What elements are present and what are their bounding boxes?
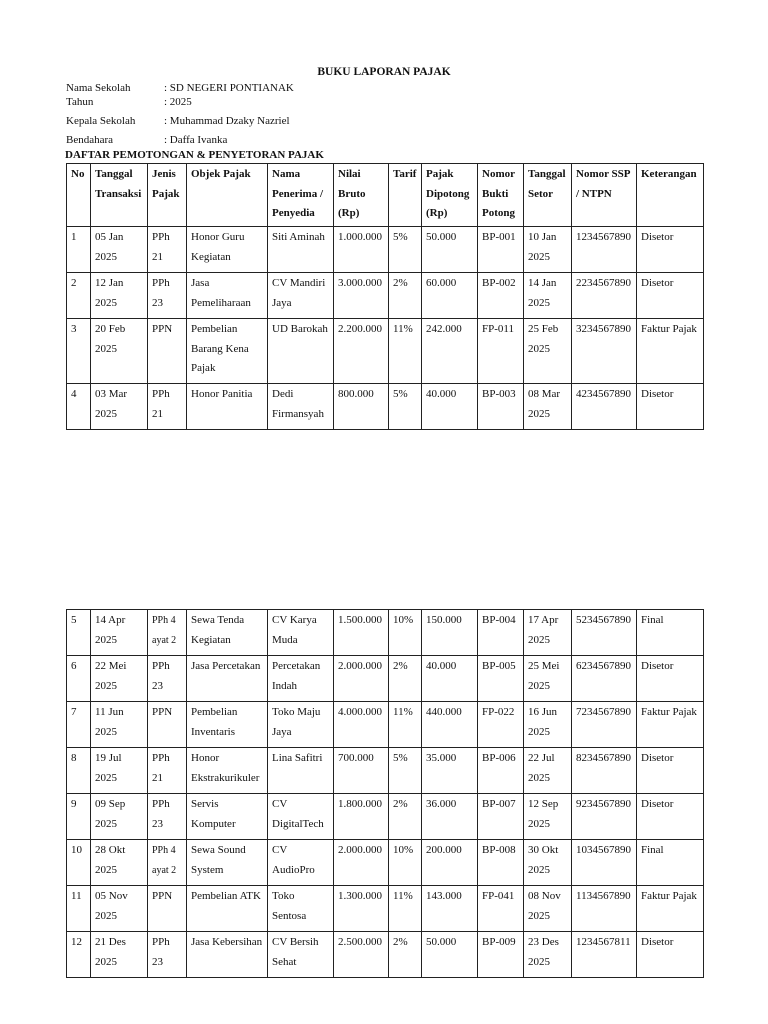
cell-nomor-ssp: 3234567890 bbox=[572, 319, 637, 384]
cell-nama-penerima: Toko Sentosa bbox=[268, 886, 334, 932]
cell-tarif: 2% bbox=[389, 932, 422, 978]
cell-pajak-dipotong: 440.000 bbox=[422, 702, 478, 748]
cell-keterangan: Faktur Pajak bbox=[637, 319, 704, 384]
cell-tanggal-transaksi: 05 Jan 2025 bbox=[91, 227, 148, 273]
cell-objek-pajak: Sewa Sound System bbox=[187, 840, 268, 886]
cell-nomor-ssp: 1234567811 bbox=[572, 932, 637, 978]
cell-nilai-bruto: 2.200.000 bbox=[334, 319, 389, 384]
info-value: : SD NEGERI PONTIANAK bbox=[164, 82, 294, 94]
cell-tarif: 5% bbox=[389, 384, 422, 430]
cell-nama-penerima: CV AudioPro bbox=[268, 840, 334, 886]
table-row bbox=[67, 273, 704, 319]
cell-no: 6 bbox=[67, 656, 91, 702]
cell-jenis-pajak: PPh 21 bbox=[148, 227, 187, 273]
header-nomor-bukti: Nomor Bukti Potong bbox=[478, 164, 524, 227]
cell-nomor-bukti: BP-005 bbox=[478, 656, 524, 702]
cell-objek-pajak: Jasa Kebersihan bbox=[187, 932, 268, 978]
cell-pajak-dipotong: 200.000 bbox=[422, 840, 478, 886]
cell-no: 9 bbox=[67, 794, 91, 840]
cell-keterangan: Disetor bbox=[637, 748, 704, 794]
info-value: : 2025 bbox=[164, 96, 192, 108]
cell-nomor-bukti: BP-007 bbox=[478, 794, 524, 840]
cell-nomor-ssp: 4234567890 bbox=[572, 384, 637, 430]
cell-keterangan: Disetor bbox=[637, 384, 704, 430]
cell-nomor-ssp: 7234567890 bbox=[572, 702, 637, 748]
cell-objek-pajak: Pembelian Inventaris bbox=[187, 702, 268, 748]
cell-nomor-ssp: 1034567890 bbox=[572, 840, 637, 886]
cell-nilai-bruto: 1.000.000 bbox=[334, 227, 389, 273]
cell-tanggal-setor: 25 Mei 2025 bbox=[524, 656, 572, 702]
table-row bbox=[67, 840, 704, 886]
cell-nilai-bruto: 700.000 bbox=[334, 748, 389, 794]
cell-nama-penerima: Toko Maju Jaya bbox=[268, 702, 334, 748]
header-tanggal-transaksi: Tanggal Transaksi bbox=[91, 164, 148, 227]
cell-tanggal-setor: 12 Sep 2025 bbox=[524, 794, 572, 840]
cell-keterangan: Disetor bbox=[637, 932, 704, 978]
cell-objek-pajak: Servis Komputer bbox=[187, 794, 268, 840]
cell-tanggal-setor: 25 Feb 2025 bbox=[524, 319, 572, 384]
cell-tarif: 10% bbox=[389, 610, 422, 656]
cell-objek-pajak: Honor Ekstrakurikuler bbox=[187, 748, 268, 794]
cell-nomor-bukti: BP-008 bbox=[478, 840, 524, 886]
cell-tanggal-transaksi: 28 Okt 2025 bbox=[91, 840, 148, 886]
cell-keterangan: Disetor bbox=[637, 227, 704, 273]
cell-tarif: 11% bbox=[389, 886, 422, 932]
table-row bbox=[67, 319, 704, 384]
report-title: BUKU LAPORAN PAJAK bbox=[317, 66, 451, 78]
cell-objek-pajak: Sewa Tenda Kegiatan bbox=[187, 610, 268, 656]
cell-tanggal-transaksi: 22 Mei 2025 bbox=[91, 656, 148, 702]
info-value: : Muhammad Dzaky Nazriel bbox=[164, 115, 290, 127]
cell-tarif: 10% bbox=[389, 840, 422, 886]
cell-tanggal-setor: 17 Apr 2025 bbox=[524, 610, 572, 656]
cell-nama-penerima: Siti Aminah bbox=[268, 227, 334, 273]
info-school bbox=[66, 82, 294, 95]
cell-tanggal-setor: 10 Jan 2025 bbox=[524, 227, 572, 273]
cell-nama-penerima: CV DigitalTech bbox=[268, 794, 334, 840]
info-label: Kepala Sekolah bbox=[66, 115, 136, 127]
info-principal bbox=[66, 115, 290, 128]
info-label: Nama Sekolah bbox=[66, 82, 131, 94]
cell-jenis-pajak: PPN bbox=[148, 319, 187, 384]
cell-nomor-ssp: 8234567890 bbox=[572, 748, 637, 794]
cell-nilai-bruto: 2.500.000 bbox=[334, 932, 389, 978]
cell-pajak-dipotong: 50.000 bbox=[422, 227, 478, 273]
cell-tanggal-transaksi: 12 Jan 2025 bbox=[91, 273, 148, 319]
info-year bbox=[66, 96, 192, 109]
cell-nilai-bruto: 4.000.000 bbox=[334, 702, 389, 748]
table-row bbox=[67, 794, 704, 840]
cell-keterangan: Faktur Pajak bbox=[637, 886, 704, 932]
cell-pajak-dipotong: 40.000 bbox=[422, 384, 478, 430]
header-pajak-dipotong: Pajak Dipotong (Rp) bbox=[422, 164, 478, 227]
header-nama-penerima: Nama Penerima / Penyedia bbox=[268, 164, 334, 227]
cell-no: 7 bbox=[67, 702, 91, 748]
cell-nama-penerima: Percetakan Indah bbox=[268, 656, 334, 702]
cell-tarif: 5% bbox=[389, 227, 422, 273]
header-nomor-ssp: Nomor SSP / NTPN bbox=[572, 164, 637, 227]
cell-pajak-dipotong: 242.000 bbox=[422, 319, 478, 384]
cell-nomor-ssp: 1134567890 bbox=[572, 886, 637, 932]
cell-pajak-dipotong: 40.000 bbox=[422, 656, 478, 702]
cell-tanggal-setor: 08 Mar 2025 bbox=[524, 384, 572, 430]
cell-nomor-bukti: BP-006 bbox=[478, 748, 524, 794]
table-row bbox=[67, 656, 704, 702]
cell-tarif: 2% bbox=[389, 273, 422, 319]
cell-nomor-bukti: BP-004 bbox=[478, 610, 524, 656]
header-objek-pajak: Objek Pajak bbox=[187, 164, 268, 227]
cell-jenis-pajak: PPh 21 bbox=[148, 384, 187, 430]
cell-objek-pajak: Honor Guru Kegiatan bbox=[187, 227, 268, 273]
cell-nomor-bukti: BP-001 bbox=[478, 227, 524, 273]
cell-pajak-dipotong: 35.000 bbox=[422, 748, 478, 794]
info-label: Tahun bbox=[66, 96, 94, 108]
table-row bbox=[67, 748, 704, 794]
header-no: No bbox=[67, 164, 91, 227]
table-row bbox=[67, 227, 704, 273]
table-row bbox=[67, 702, 704, 748]
cell-nomor-ssp: 1234567890 bbox=[572, 227, 637, 273]
cell-tanggal-setor: 30 Okt 2025 bbox=[524, 840, 572, 886]
cell-nilai-bruto: 2.000.000 bbox=[334, 656, 389, 702]
info-treasurer bbox=[66, 134, 227, 147]
cell-objek-pajak: Pembelian Barang Kena Pajak bbox=[187, 319, 268, 384]
cell-no: 12 bbox=[67, 932, 91, 978]
cell-nama-penerima: Dedi Firmansyah bbox=[268, 384, 334, 430]
cell-pajak-dipotong: 150.000 bbox=[422, 610, 478, 656]
table-header-row bbox=[67, 164, 704, 227]
cell-jenis-pajak: PPN bbox=[148, 702, 187, 748]
cell-nama-penerima: CV Bersih Sehat bbox=[268, 932, 334, 978]
cell-pajak-dipotong: 60.000 bbox=[422, 273, 478, 319]
table-row bbox=[67, 886, 704, 932]
cell-nama-penerima: CV Mandiri Jaya bbox=[268, 273, 334, 319]
cell-tarif: 11% bbox=[389, 702, 422, 748]
cell-nomor-ssp: 2234567890 bbox=[572, 273, 637, 319]
cell-jenis-pajak: PPh 23 bbox=[148, 273, 187, 319]
cell-jenis-pajak: PPh 23 bbox=[148, 656, 187, 702]
cell-tanggal-setor: 23 Des 2025 bbox=[524, 932, 572, 978]
cell-tanggal-transaksi: 14 Apr 2025 bbox=[91, 610, 148, 656]
table-row bbox=[67, 932, 704, 978]
cell-jenis-pajak: PPN bbox=[148, 886, 187, 932]
cell-nilai-bruto: 3.000.000 bbox=[334, 273, 389, 319]
header-jenis-pajak: Jenis Pajak bbox=[148, 164, 187, 227]
cell-tanggal-transaksi: 11 Jun 2025 bbox=[91, 702, 148, 748]
cell-nomor-bukti: BP-002 bbox=[478, 273, 524, 319]
table-row bbox=[67, 384, 704, 430]
cell-nomor-bukti: FP-022 bbox=[478, 702, 524, 748]
cell-keterangan: Disetor bbox=[637, 656, 704, 702]
cell-no: 8 bbox=[67, 748, 91, 794]
cell-tanggal-transaksi: 05 Nov 2025 bbox=[91, 886, 148, 932]
tax-table-page-1 bbox=[66, 163, 704, 430]
cell-nomor-ssp: 5234567890 bbox=[572, 610, 637, 656]
cell-nomor-ssp: 9234567890 bbox=[572, 794, 637, 840]
info-label: Bendahara bbox=[66, 134, 114, 146]
cell-tanggal-transaksi: 19 Jul 2025 bbox=[91, 748, 148, 794]
header-tarif: Tarif bbox=[389, 164, 422, 227]
cell-jenis-pajak: PPh 21 bbox=[148, 748, 187, 794]
cell-tarif: 2% bbox=[389, 794, 422, 840]
cell-tarif: 5% bbox=[389, 748, 422, 794]
cell-objek-pajak: Jasa Percetakan bbox=[187, 656, 268, 702]
tax-table-page-2 bbox=[66, 609, 704, 978]
cell-no: 10 bbox=[67, 840, 91, 886]
cell-pajak-dipotong: 50.000 bbox=[422, 932, 478, 978]
cell-keterangan: Faktur Pajak bbox=[637, 702, 704, 748]
cell-tanggal-transaksi: 09 Sep 2025 bbox=[91, 794, 148, 840]
cell-nama-penerima: CV Karya Muda bbox=[268, 610, 334, 656]
cell-pajak-dipotong: 143.000 bbox=[422, 886, 478, 932]
cell-tanggal-setor: 14 Jan 2025 bbox=[524, 273, 572, 319]
cell-no: 11 bbox=[67, 886, 91, 932]
header-nilai-bruto: Nilai Bruto (Rp) bbox=[334, 164, 389, 227]
cell-tarif: 11% bbox=[389, 319, 422, 384]
cell-nilai-bruto: 1.300.000 bbox=[334, 886, 389, 932]
cell-nomor-bukti: BP-003 bbox=[478, 384, 524, 430]
cell-nomor-bukti: FP-011 bbox=[478, 319, 524, 384]
cell-nomor-bukti: BP-009 bbox=[478, 932, 524, 978]
header-keterangan: Keterangan bbox=[637, 164, 704, 227]
cell-nomor-bukti: FP-041 bbox=[478, 886, 524, 932]
cell-objek-pajak: Jasa Pemeliharaan bbox=[187, 273, 268, 319]
cell-tanggal-setor: 08 Nov 2025 bbox=[524, 886, 572, 932]
cell-tanggal-setor: 16 Jun 2025 bbox=[524, 702, 572, 748]
cell-nama-penerima: Lina Safitri bbox=[268, 748, 334, 794]
cell-tanggal-transaksi: 21 Des 2025 bbox=[91, 932, 148, 978]
cell-jenis-pajak: PPh 23 bbox=[148, 794, 187, 840]
section-title: DAFTAR PEMOTONGAN & PENYETORAN PAJAK bbox=[65, 149, 324, 161]
cell-no: 4 bbox=[67, 384, 91, 430]
cell-tarif: 2% bbox=[389, 656, 422, 702]
cell-no: 2 bbox=[67, 273, 91, 319]
cell-nomor-ssp: 6234567890 bbox=[572, 656, 637, 702]
table-row bbox=[67, 610, 704, 656]
cell-nilai-bruto: 1.500.000 bbox=[334, 610, 389, 656]
cell-jenis-pajak: PPh 4 ayat 2 bbox=[148, 610, 187, 656]
cell-keterangan: Final bbox=[637, 610, 704, 656]
cell-tanggal-setor: 22 Jul 2025 bbox=[524, 748, 572, 794]
cell-no: 1 bbox=[67, 227, 91, 273]
cell-nilai-bruto: 2.000.000 bbox=[334, 840, 389, 886]
cell-objek-pajak: Honor Panitia bbox=[187, 384, 268, 430]
cell-objek-pajak: Pembelian ATK bbox=[187, 886, 268, 932]
cell-keterangan: Disetor bbox=[637, 273, 704, 319]
cell-nama-penerima: UD Barokah bbox=[268, 319, 334, 384]
cell-tanggal-transaksi: 20 Feb 2025 bbox=[91, 319, 148, 384]
cell-keterangan: Final bbox=[637, 840, 704, 886]
cell-tanggal-transaksi: 03 Mar 2025 bbox=[91, 384, 148, 430]
info-value: : Daffa Ivanka bbox=[164, 134, 228, 146]
cell-no: 3 bbox=[67, 319, 91, 384]
cell-nilai-bruto: 1.800.000 bbox=[334, 794, 389, 840]
cell-no: 5 bbox=[67, 610, 91, 656]
cell-keterangan: Disetor bbox=[637, 794, 704, 840]
cell-nilai-bruto: 800.000 bbox=[334, 384, 389, 430]
cell-pajak-dipotong: 36.000 bbox=[422, 794, 478, 840]
cell-jenis-pajak: PPh 23 bbox=[148, 932, 187, 978]
cell-jenis-pajak: PPh 4 ayat 2 bbox=[148, 840, 187, 886]
header-tanggal-setor: Tanggal Setor bbox=[524, 164, 572, 227]
